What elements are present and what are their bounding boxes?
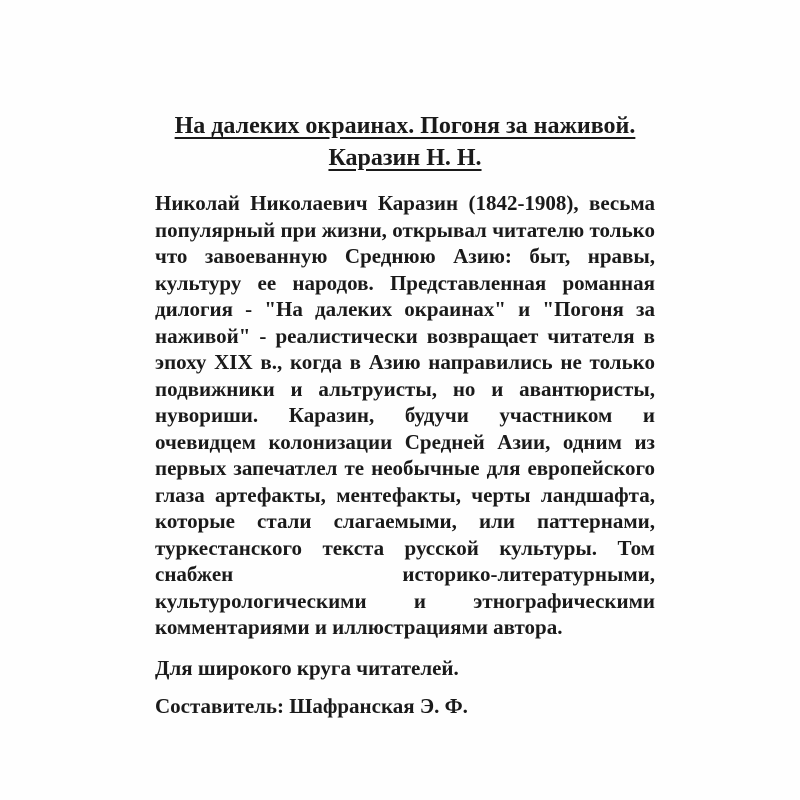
- title-block: [155, 110, 655, 174]
- compiler-line: Составитель: Шафранская Э. Ф.: [155, 694, 468, 718]
- author-name-title: Каразин Н. Н.: [328, 145, 482, 171]
- audience-line: Для широкого круга читателей.: [155, 655, 459, 680]
- book-title: На далеких окраинах. Погоня за наживой.: [174, 113, 636, 139]
- annotation-paragraph: Николай Николаевич Каразин (1842-1908), весьма популярный при жизни, открывал читателю только что завоеванную Среднюю Азию: быт, нравы, культуру ее народов. Представленная романная дилогия - "На далеких окраинах" и "Погоня за наживой" - реалистически возвращает читателя в эпоху XIX в., когда в Азию направились не только подвижники и альтруисты, но и авантюристы, нувориши. Каразин, будучи участником и очевидцем колонизации Средней Азии, одним из первых запечатлел те необычные для европейского глаза артефакты, ментефакты, черты ландшафта, которые стали слагаемыми, или паттернами, туркестанского текста русской культуры. Том снабжен историко-литературными, культурологическими и этнографическими комментариями и иллюстрациями автора.: [155, 191, 655, 639]
